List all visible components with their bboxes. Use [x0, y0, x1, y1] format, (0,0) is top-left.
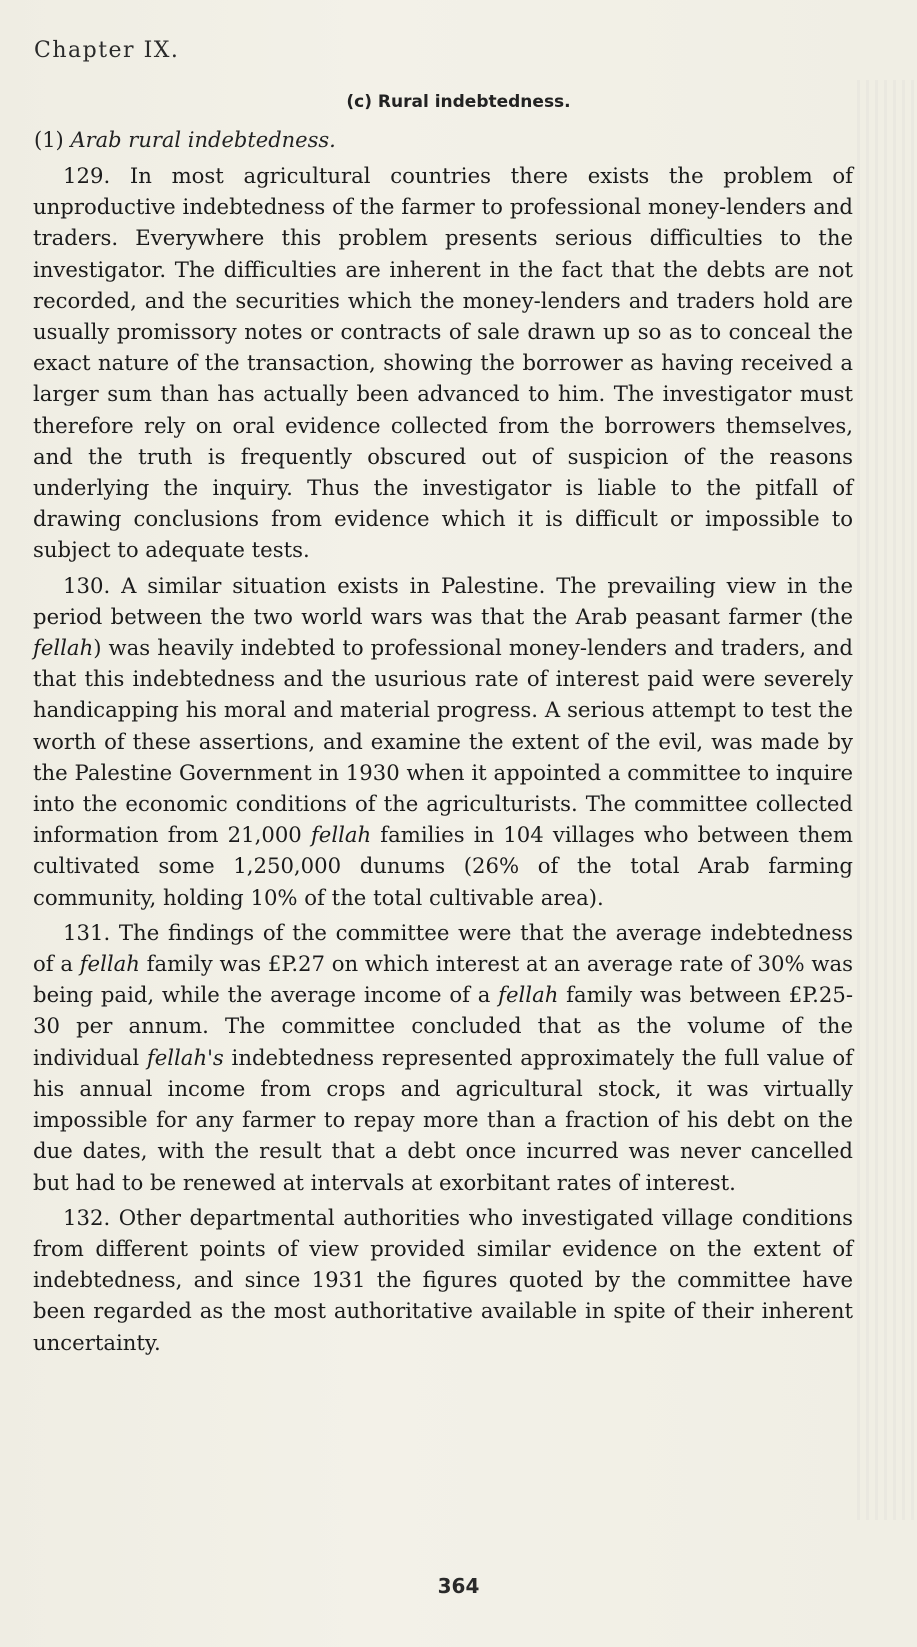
italic-term: fellah: [33, 635, 94, 661]
show-through-texture: [857, 80, 917, 1520]
paragraph-text: A similar situation exists in Palestine. The prevailing view in the period between the two world wars was that the Arab peasant farmer (the: [33, 572, 853, 629]
subsection-number: (1): [34, 128, 64, 152]
section-heading: (c) Rural indebtedness.: [346, 92, 571, 112]
italic-term: fellah's: [146, 1044, 224, 1070]
subsection-heading: [34, 128, 336, 152]
paragraph-131: [33, 917, 853, 1198]
paragraph-132: [33, 1202, 853, 1358]
subsection-title: Arab rural indebtedness.: [70, 128, 336, 152]
page-number: 364: [437, 1574, 480, 1598]
paragraph-text: In most agricultural countries there exists the problem of unproductive indebtedness of the farmer to professional money-lenders and traders. Everywhere this problem presents serious difficulties to the investigator. The difficulties are inherent in the fact that the debts are not recorded, and the securities which the money-lenders and traders hold are usually promissory notes or contracts of sale drawn up so as to conceal the exact nature of the transaction, showing the borrower as having received a larger sum than has actually been advanced to him. The investigator must therefore rely on oral evidence collected from the borrowers themselves, and the truth is frequently obscured out of suspicion of the reasons underlying the inquiry. Thus the investigator is liable to the pitfall of drawing conclusions from evidence which it is difficult or impossible to subject to adequate tests.: [33, 163, 853, 563]
italic-term: fellah: [310, 822, 372, 848]
paragraph-text: indebtedness represented approximately the full value of his annual income from crops and agricultural stock, it was virtually impossible for any farmer to repay more than a fraction of his debt on the due dates, with the result that a debt once incurred was never cancelled but had to be renewed at intervals at exorbitant rates of interest.: [33, 1044, 853, 1195]
paragraph-text: families in 104 villages who between them cultivated some 1,250,000 dunums (26% of the total Arab farming community, holding 10% of the total cultivable area).: [33, 822, 853, 910]
paragraph-number: 129.: [63, 163, 111, 188]
paragraph-text: family was between £P.25-30 per annum. The committee concluded that as the volume of the individual: [33, 982, 854, 1070]
chapter-heading: Chapter IX.: [34, 38, 180, 63]
paragraph-number: 130.: [63, 572, 111, 598]
body-text: [33, 160, 853, 1358]
paragraph-129: [33, 160, 853, 566]
paragraph-number: 132.: [63, 1204, 111, 1230]
italic-term: fellah: [79, 951, 140, 977]
paragraph-number: 131.: [63, 919, 111, 945]
italic-term: fellah: [498, 982, 559, 1008]
paragraph-text: Other departmental authorities who investigated village conditions from different points of view provided similar evidence on the extent of indebtedness, and since 1931 the figures quoted by the committee have been regarded as the most authoritative available in spite of their inherent uncertainty.: [33, 1204, 853, 1355]
paragraph-text: family was £P.27 on which interest at an average rate of 30% was being paid, while the average income of a: [33, 951, 853, 1008]
paragraph-130: [33, 570, 853, 913]
paragraph-text: ) was heavily indebted to professional money-lenders and traders, and that this indebtedness and the usurious rate of interest paid were severely handicapping his moral and material progress. A serious attempt to test the worth of these assertions, and examine the extent of the evil, was made by the Palestine Government in 1930 when it appointed a committee to inquire into the economic conditions of the agriculturists. The committee collected information from 21,000: [33, 635, 853, 848]
paragraph-text: The findings of the committee were that the average indebtedness of a: [33, 919, 853, 977]
